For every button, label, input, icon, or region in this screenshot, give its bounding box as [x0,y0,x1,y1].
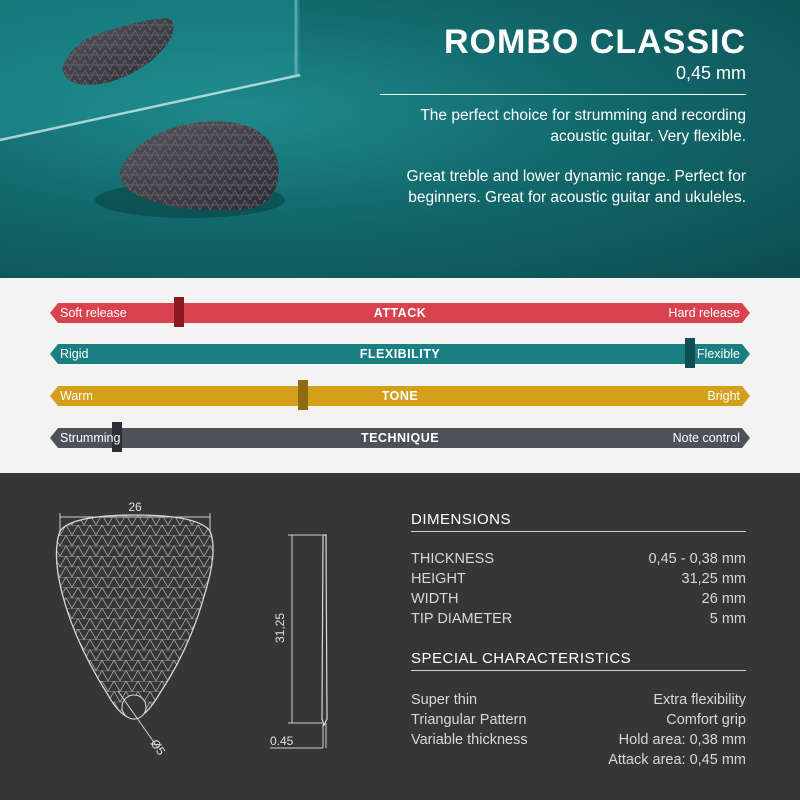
characteristic-row [411,690,746,710]
dimension-value: 31,25 mm [681,571,746,587]
specs-panel [0,473,800,800]
dimension-value: 26 mm [701,591,746,607]
pick-outline-front [50,513,220,723]
rating-name: TONE [381,389,419,403]
rating-name: TECHNIQUE [360,431,440,445]
width-label: 26 [128,500,142,514]
height-label: 31,25 [273,612,287,644]
characteristic-value: Hold area: 0,38 mm [618,732,746,748]
characteristic-key: Variable thickness [411,732,528,748]
hero-banner [0,0,800,278]
characteristic-value: Comfort grip [666,712,746,728]
rating-left-label: Warm [60,389,93,403]
characteristic-row [411,730,746,750]
dimension-value: 0,45 - 0,38 mm [648,551,746,567]
dimensions-divider [411,531,746,532]
characteristic-value: Extra flexibility [653,692,746,708]
dimension-value: 5 mm [709,611,746,627]
characteristics-divider [411,670,746,671]
product-title: ROMBO CLASSIC [444,23,746,61]
rating-left-label: Rigid [60,347,89,361]
pick-photo-bottom [95,121,285,218]
product-thickness: 0,45 mm [675,63,746,83]
description-1: The perfect choice for strumming and recording acoustic guitar. Very flexible. [420,107,746,145]
tip-dimension [118,691,168,758]
rating-right-label: Note control [672,431,740,445]
rating-bar-attack [50,303,750,323]
dimension-key: HEIGHT [411,571,466,587]
dimension-key: TIP DIAMETER [411,611,513,627]
characteristic-row [411,710,746,730]
rating-name: ATTACK [373,306,427,320]
dimensions-title: DIMENSIONS [411,511,512,528]
ratings-panel [0,278,800,473]
characteristic-key: Super thin [411,692,478,708]
rating-bar-tone [50,386,750,406]
tip-label: Ø5 [147,736,169,758]
dimension-row [411,549,746,569]
pick-side-view [270,535,327,748]
rating-right-label: Flexible [696,347,740,361]
thickness-label: 0.45 [270,734,294,748]
rating-left-label: Soft release [60,306,127,320]
description-2: Great treble and lower dynamic range. Perfect for beginners. Great for acoustic guitar and ukuleles. [406,168,746,206]
characteristics-title: SPECIAL CHARACTERISTICS [411,650,632,667]
rating-name: FLEXIBILITY [359,347,441,361]
rating-right-label: Bright [707,389,740,403]
characteristic-value: Attack area: 0,45 mm [608,752,746,768]
technical-drawing [0,473,400,800]
dimension-key: THICKNESS [411,551,494,567]
characteristic-key: Triangular Pattern [411,712,527,728]
rating-bar-flexibility [50,344,750,364]
rating-right-label: Hard release [668,306,740,320]
title-divider [380,94,746,95]
dimension-row [411,609,746,629]
dimension-row [411,589,746,609]
dimension-key: WIDTH [411,591,459,607]
rating-left-label: Strumming [60,431,121,445]
rating-bar-technique [50,428,750,448]
characteristic-row [411,750,746,770]
dimension-row [411,569,746,589]
